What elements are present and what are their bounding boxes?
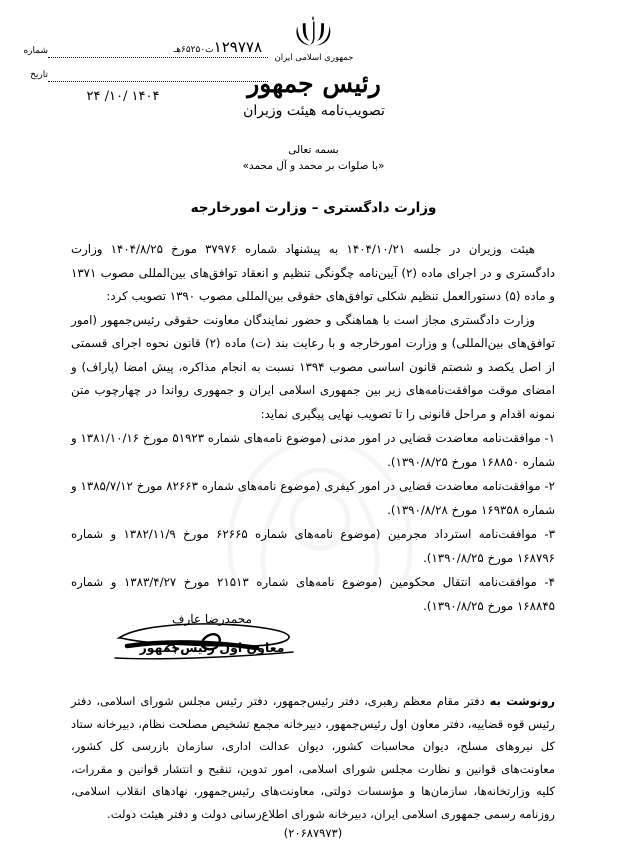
list-item: ۲- موافقت‌نامه معاضدت قضایی در امور کیفری (موضوع نامه‌های شماره ۸۲۶۶۳ مورخ ۱۳۸۵/۷/۱۲ و شماره ۱۶۹۳۵۸ مورخ ۱۳۹۰/۸/۲۸). <box>71 479 555 517</box>
president-title: رئیس جمهور <box>247 69 381 98</box>
cabinet-resolution-title: تصویب‌نامه هیئت وزیران <box>243 103 385 119</box>
handwritten-signature-icon <box>107 616 317 672</box>
stamp-date-value: ۱۴۰۴ /۱۰/ ۲۴ <box>86 89 160 104</box>
stamp-number-row <box>18 34 268 58</box>
salawat-line: «با صلوات بر محمد و آل محمد» <box>242 160 385 172</box>
stamp-date-row <box>18 58 268 82</box>
document-header <box>0 0 627 150</box>
distribution-label: رونوشت به <box>489 694 555 708</box>
republic-name: جمهوری اسلامی ایران <box>274 53 354 63</box>
distribution-block <box>71 690 555 840</box>
document-reference-number: (۲۰۶۸۷۹۷۳) <box>283 826 343 840</box>
iran-emblem-icon <box>292 12 336 52</box>
stamp-number-label: شماره <box>23 46 48 56</box>
document-stamp <box>18 34 268 104</box>
document-body <box>71 238 555 618</box>
stamp-date-label: تاریخ <box>30 70 48 80</box>
signature-block <box>97 612 327 655</box>
stamp-date-dots <box>48 67 268 82</box>
addressee-line: وزارت دادگستری – وزارت امورخارجه <box>190 200 437 216</box>
list-item: ۱- موافقت‌نامه معاضدت قضایی در امور مدنی (موضوع نامه‌های شماره ۵۱۹۲۳ مورخ ۱۳۸۱/۱۰/۱۶ و شماره ۱۶۸۸۵۰ مورخ ۱۳۹۰/۸/۲۵). <box>71 431 555 469</box>
stamp-number-suffix: ‏ت‏۶۵۲۵۰هـ <box>173 45 214 55</box>
list-item: ۳- موافقت‌نامه استرداد مجرمین (موضوع نامه‌های شماره ۶۲۶۶۵ مورخ ۱۳۸۲/۱۱/۹ و شماره ۱۶۸۷۹۶ مورخ ۱۳۹۰/۸/۲۵). <box>71 527 556 565</box>
body-paragraph-1: هیئت وزیران در جلسه ۱۴۰۴/۱۰/۲۱ به پیشنهاد شماره ۳۷۹۷۶ مورخ ۱۴۰۴/۸/۲۵ وزارت دادگستری و در اجرای ماده (۲) آیین‌نامه چگونگی تنظیم و انعقاد توافق‌های بین‌المللی مصوب ۱۳۷۱ و ماده (۵) دستورالعمل تنظیم شکلی توافق‌های حقوقی بین‌المللی مصوب ۱۳۹۰ تصویب کرد: <box>71 242 555 303</box>
stamp-number-value: ۱۲۹۷۷۸‏ت‏۶۵۲۵۰هـ <box>173 38 262 56</box>
signatory-role: معاون اول رئیس‌جمهور <box>139 640 285 655</box>
invocation-block <box>0 144 627 172</box>
distribution-text <box>71 690 555 825</box>
bismillah-line: بسمه تعالی <box>288 144 339 156</box>
body-paragraph-2: وزارت دادگستری مجاز است با هماهنگی و حضور نمایندگان معاونت حقوقی رئیس‌جمهور (امور توافق‌های بین‌المللی) و وزارت امورخارجه و با رعایت بند (ت) ماده (۲) قانون نحوه اجرای قسمتی از اصل یکصد و شصتم قانون اساسی مصوب ۱۳۹۴ نسبت به انجام مذاکره، پیش امضا (پاراف) و امضای موقت موافقت‌نامه‌های زیر بین جمهوری اسلامی ایران و جمهوری رواندا در چهارچوب متن نمونه اقدام و مراحل قانونی را تا تصویب نهایی پیگیری نماید: <box>71 312 555 421</box>
stamp-number-dots <box>48 38 268 58</box>
signatory-name: محمدرضا عارف <box>172 612 252 626</box>
distribution-recipients: دفتر مقام معظم رهبری، دفتر رئیس‌جمهور، دفتر رئیس مجلس شورای اسلامی، دفتر رئیس قوه قضاییه، دفتر معاون اول رئیس‌جمهور، دبیرخانه مجمع تشخیص مصلحت نظام، دبیرخانه ستاد کل نیروهای مسلح، دیوان محاسبات کشور، دیوان عدالت اداری، سازمان بازرسی کل کشور، معاونت‌های قوانین و نظارت مجلس شورای اسلامی، امور تدوین، تنقیح و انتشار قوانین و مقررات، کلیه وزارتخانه‌ها، سازمان‌ها و مؤسسات دولتی، معاونت‌های رئیس‌جمهور، نهادهای انقلاب اسلامی، روزنامه رسمی جمهوری اسلامی ایران، دبیرخانه شورای اطلاع‌رسانی دولت و دفتر هیئت دولت. <box>71 694 555 821</box>
list-item: ۴- موافقت‌نامه انتقال محکومین (موضوع نامه‌های شماره ۲۱۵۱۳ مورخ ۱۳۸۳/۴/۲۷ و شماره ۱۶۸۸۴۵ مورخ ۱۳۹۰/۸/۲۵). <box>71 575 556 613</box>
